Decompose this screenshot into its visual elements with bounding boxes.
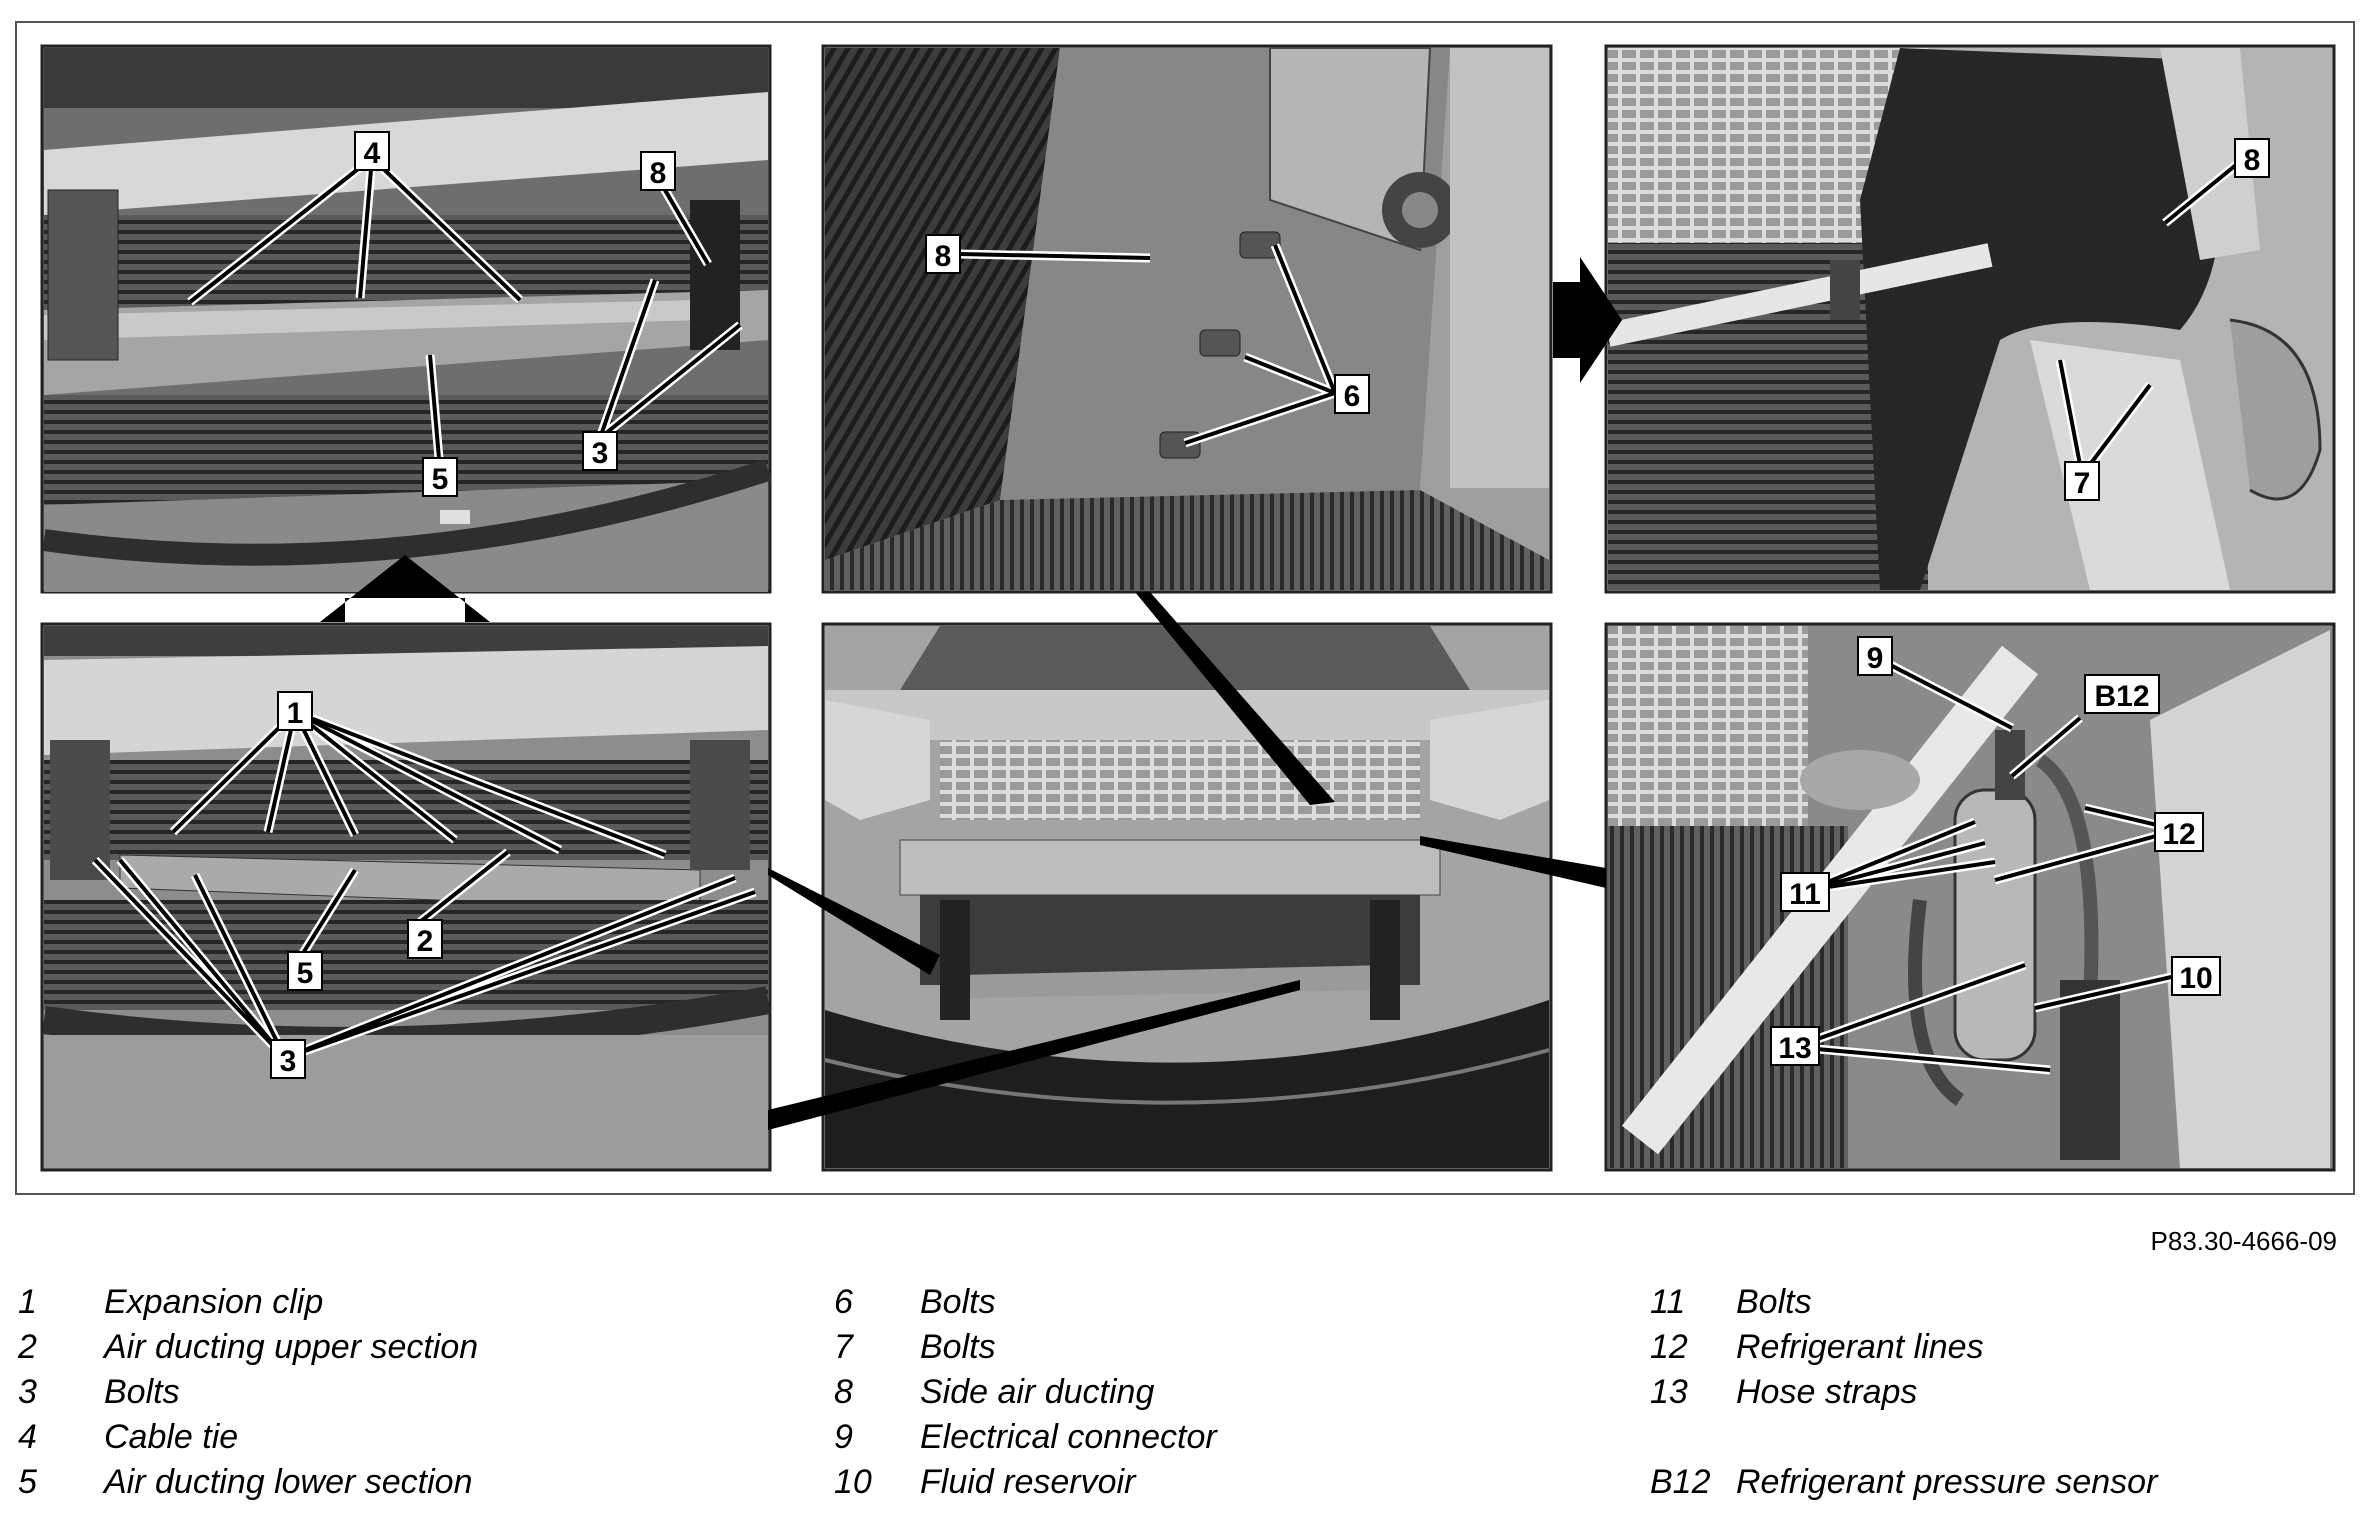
callout-8 [2235,139,2269,177]
legend-key: 6 [834,1283,853,1321]
legend-label: Hose straps [1736,1373,1918,1411]
legend-item [1650,1280,2157,1325]
figure-reference-id: P83.30-4666-09 [2150,1226,2337,1256]
callout-1 [278,692,312,730]
legend-key: B12 [1650,1463,1711,1501]
callout-4 [355,132,389,170]
legend-item [18,1415,478,1460]
legend-label: Air ducting lower section [104,1463,473,1501]
legend-key: 13 [1650,1373,1688,1411]
legend-label: Expansion clip [104,1283,324,1321]
svg-text:8: 8 [649,157,667,190]
svg-text:10: 10 [2179,962,2213,995]
callout-b12 [2085,675,2159,713]
legend-column-1 [18,1280,478,1505]
legend-item [834,1370,1217,1415]
legend-item [834,1415,1217,1460]
callout-6 [1335,375,1369,413]
callout-5 [423,458,457,496]
photo-panel-top-right [1606,46,2334,592]
svg-text:4: 4 [363,137,381,170]
photo-panel-top-middle [823,46,1551,592]
legend-key: 2 [18,1328,37,1366]
svg-text:6: 6 [1343,380,1361,413]
legend-column-2 [834,1280,1217,1505]
legend-label: Electrical connector [920,1418,1217,1456]
svg-text:13: 13 [1778,1032,1812,1065]
photo-panel-top-left [42,46,770,592]
legend-key: 11 [1650,1283,1686,1321]
legend-label: Bolts [920,1283,996,1321]
svg-text:8: 8 [934,240,952,273]
svg-text:2: 2 [416,925,434,958]
legend-item [18,1460,478,1505]
svg-text:12: 12 [2162,818,2196,851]
callout-13 [1771,1027,1819,1065]
legend-key: 1 [18,1283,37,1321]
legend-label: Side air ducting [920,1373,1155,1411]
legend-label: Cable tie [104,1418,239,1456]
callout-11 [1781,873,1829,911]
svg-text:11: 11 [1789,878,1821,911]
legend-label: Bolts [104,1373,180,1411]
legend-column-3 [1650,1280,2157,1505]
legend-key: 12 [1650,1328,1688,1366]
callout-7 [2065,462,2099,500]
legend-label: Bolts [1736,1283,1812,1321]
legend-key: 9 [834,1418,853,1456]
legend-label: Refrigerant pressure sensor [1736,1463,2158,1501]
legend-spacer [1650,1415,2157,1460]
callout-3 [583,432,617,470]
svg-text:B12: B12 [2094,680,2150,713]
legend-key: 10 [834,1463,872,1501]
callout-8 [926,235,960,273]
callout-2 [408,920,442,958]
legend-key: 7 [834,1328,853,1366]
legend-item [834,1325,1217,1370]
legend-item [18,1280,478,1325]
svg-text:3: 3 [591,437,609,470]
legend-key: 5 [18,1463,37,1501]
legend-item [18,1325,478,1370]
legend-label: Refrigerant lines [1736,1328,1984,1366]
svg-text:9: 9 [1866,642,1884,675]
callout-5 [288,952,322,990]
legend-item [18,1370,478,1415]
legend-key: 4 [18,1418,37,1456]
legend-item [1650,1370,2157,1415]
callout-10 [2172,957,2220,995]
legend-label: Bolts [920,1328,996,1366]
legend-label: Air ducting upper section [104,1328,479,1366]
legend-item [1650,1460,2157,1505]
legend-key: 8 [834,1373,853,1411]
legend-item [834,1280,1217,1325]
svg-text:5: 5 [296,957,314,990]
svg-text:5: 5 [431,463,449,496]
callout-12 [2155,813,2203,851]
callout-9 [1858,637,1892,675]
legend-key: 3 [18,1373,37,1411]
svg-text:1: 1 [286,697,304,730]
callout-3 [271,1040,305,1078]
legend-item [834,1460,1217,1505]
svg-text:7: 7 [2073,467,2091,500]
legend-label: Fluid reservoir [920,1463,1136,1501]
legend-item [1650,1325,2157,1370]
callout-8 [641,152,675,190]
svg-text:3: 3 [279,1045,297,1078]
photo-panel-bottom-middle [823,624,1551,1170]
svg-text:8: 8 [2243,144,2261,177]
